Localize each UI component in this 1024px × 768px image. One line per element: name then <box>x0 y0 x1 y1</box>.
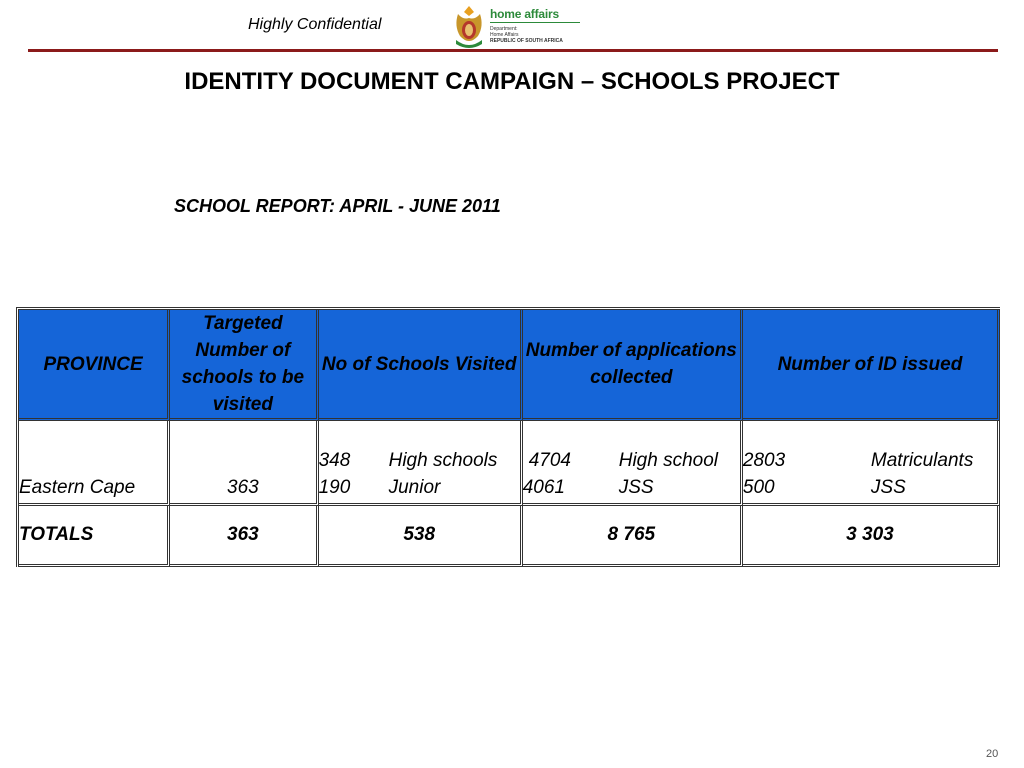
column-header-ids-issued: Number of ID issued <box>743 310 1000 421</box>
schools-visited-cell <box>319 421 523 506</box>
ids-issued-cell <box>743 421 1000 506</box>
header-divider <box>28 49 998 52</box>
applications-jss-number: 4061 <box>522 477 566 498</box>
column-header-schools-visited: No of Schools Visited <box>319 310 523 421</box>
column-header-applications: Number of applications collected <box>523 310 743 421</box>
page-title: IDENTITY DOCUMENT CAMPAIGN – SCHOOLS PROJECT <box>184 68 840 95</box>
totals-targeted: 363 <box>170 506 318 567</box>
ids-issued-jss-number: 500 <box>742 477 775 498</box>
schools-visited-junior-label: Junior <box>388 477 441 498</box>
applications-jss <box>523 474 740 501</box>
targeted-cell: 363 <box>170 421 318 506</box>
column-header-targeted: Targeted Number of schools to be visited <box>170 310 318 421</box>
confidential-label: Highly Confidential <box>248 16 382 33</box>
logo-divider <box>490 22 580 23</box>
totals-label: TOTALS <box>19 506 170 567</box>
column-header-province: PROVINCE <box>19 310 170 421</box>
schools-visited-junior <box>319 474 520 501</box>
applications-high-number: 4704 <box>528 450 572 471</box>
school-report-table <box>16 307 1000 567</box>
totals-schools-visited: 538 <box>319 506 523 567</box>
totals-row <box>19 506 1000 567</box>
schools-visited-junior-number: 190 <box>318 477 351 498</box>
logo-brand-name: home affairs <box>490 7 559 21</box>
ids-issued-jss-label: JSS <box>870 477 906 498</box>
table-header-row <box>19 310 1000 421</box>
ids-issued-matriculants <box>743 447 997 474</box>
province-cell: Eastern Cape <box>19 421 170 506</box>
ids-issued-matriculants-number: 2803 <box>742 450 786 471</box>
table-row <box>19 421 1000 506</box>
logo-department-label: Department: <box>490 26 518 32</box>
applications-high <box>523 447 740 474</box>
logo-country: REPUBLIC OF SOUTH AFRICA <box>490 38 563 44</box>
schools-visited-high <box>319 447 520 474</box>
ids-issued-matriculants-label: Matriculants <box>870 450 974 471</box>
applications-cell <box>523 421 743 506</box>
ids-issued-jss <box>743 474 997 501</box>
home-affairs-logo <box>452 4 582 50</box>
schools-visited-high-number: 348 <box>318 450 351 471</box>
totals-applications: 8 765 <box>523 506 743 567</box>
page-number: 20 <box>986 748 999 760</box>
logo-department-name: Home Affairs <box>490 32 519 38</box>
report-subtitle: SCHOOL REPORT: APRIL - JUNE 2011 <box>174 196 501 216</box>
applications-jss-label: JSS <box>618 477 654 498</box>
schools-visited-high-label: High schools <box>388 450 498 471</box>
coat-of-arms-icon <box>452 4 486 48</box>
totals-ids-issued: 3 303 <box>743 506 1000 567</box>
applications-high-label: High school <box>618 450 719 471</box>
